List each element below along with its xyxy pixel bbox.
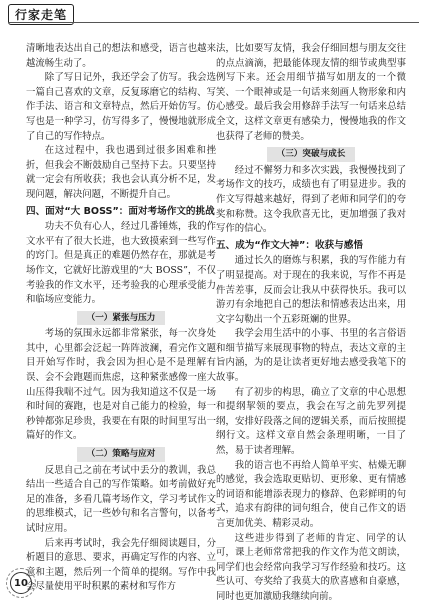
paragraph: 通过长久的磨炼与积累，我的写作能力有了明显提高。对于现在的我来说，写作不再是件苦差事，反而会让我从中获得快乐。我可以游刃有余地把自己的想法和情感表达出来，用文字勾勒出一个五彩斑斓的世界。 — [216, 255, 406, 325]
section-heading: 五、成为“作文大神”：收获与感悟 — [216, 239, 363, 251]
section-heading: 四、面对“大 BOSS”：面对考场作文的挑战 — [26, 205, 215, 217]
paragraph: 这些进步得到了老师的肯定、同学的认可，课上老师常常把我的作文作为范文朗读，同学们也会经常向我学习写作经验和技巧。这些认可、夸奖给了我莫大的欣喜感和自豪感，同时也更加激励我继续向前。 — [216, 532, 406, 602]
paragraph: 有了初步的构思，确立了文章的中心思想和提纲挈领的要点，我会在写之前先罗列提纲，安排好段落之间的逻辑关系，而后按照提纲行文。这样文章自然会条理明晰，一目了然，易于读者理解。 — [216, 386, 406, 457]
subsection-label: （二）策略与应对 — [77, 447, 166, 462]
paragraph: 后来再考试时，我会先仔细阅读题目，分析题目的意思、要求，再确定写作的内容、立意和主题，然后列一个简单的提纲。写作中我会尽量使用平时积累的素材和写作方 — [26, 537, 216, 593]
left-column — [26, 42, 216, 595]
subsection-label: （三）突破与成长 — [267, 147, 356, 162]
right-column — [216, 42, 406, 605]
header-title: 行家走笔 — [8, 4, 74, 25]
paragraph: 除了写日记外，我还学会了仿写。我会选一篇自己喜欢的文章，反复琢磨它的结构、写作手法、语言和文章特点，然后开始仿写。仿写也是一种学习，仿写得多了，慢慢地就形成了自己的写作特点。 — [26, 72, 216, 142]
paragraph: 法，比如要写友情，我会仔细回想与朋友交往的点点滴滴，把最能体现友情的细节或典型事例写下来。还会用细节描写如朋友的一个微笑、一个眼神或是一句话来刻画人物形象和内心感受。最后我会用修辞手法写一句话来总结全文，这样文章更有感染力，慢慢地我的作文也获得了老师的赞美。 — [216, 43, 406, 142]
paragraph: 考场的氛围永远都非常紧张，每一次身处其中，心里都会泛起一阵阵波澜，看完作文题目开始写作时，我会因为担心是不是理解有误、会不会跑题而焦虑，这种紧张感像一座大山压得我喘不过气。因为我知道这不仅是一场和时间的赛跑，也是对自己能力的检验，每一秒钟都弥足珍贵，我要在有限的时间里写出一篇好的作文。 — [26, 328, 216, 442]
paragraph: 清晰地表达出自己的想法和感受，语言也越来越流畅生动了。 — [26, 43, 216, 69]
page-number: 10 — [10, 572, 32, 594]
paragraph: 功夫不负有心人，经过几番锤炼，我的作文水平有了很大长进，也大致摸索到一些写作的窍门。但是真正的难题仍然存在，那就是考场作文，它就好比游戏里的“大 BOSS”，不仅考验我的作文水平，还考验我的心理承受能力和临场应变能力。 — [26, 221, 216, 306]
paragraph: 我的语言也不再给人简单平实、枯燥无聊的感觉，我会选取更贴切、更形象、更有情感的词语和能增添表现力的修辞、色彩鲜明的句式，追求有韵律的词句组合，使自己作文的语言更加优美、精彩灵动。 — [216, 459, 406, 529]
paragraph: 在这过程中，我也遇到过很多困难和挫折，但我会不断鼓励自己坚持下去。只要坚持就一定会有所收获；我也会认真分析不足，发现问题，解决问题，不断提升自己。 — [26, 145, 216, 200]
paragraph: 经过不懈努力和多次实践，我慢慢找到了考场作文的技巧，成绩也有了明显进步。我的作文写得越来越好，得到了老师和同学们的夸奖和称赞。这令我欣喜无比，更加增强了我对写作的信心。 — [216, 164, 406, 235]
paragraph: 我学会用生活中的小事、书里的名言俗语和细节描写来展现事物的特点，表达文章的主旨内涵，为的是让读者更好地去感受我笔下的故事。 — [216, 328, 406, 384]
paragraph: 反思自己之前在考试中丢分的教训，我总结出一些适合自己的写作策略。如考前做好充足的准备，多看几篇考场作文，学习考试作文的思维模式，记一些妙句和名言警句，以备考试时应用。 — [26, 464, 216, 534]
subsection-label: （一）紧张与压力 — [77, 311, 166, 326]
header-divider — [8, 22, 419, 23]
subsection-heading — [216, 147, 406, 162]
subsection-heading — [26, 311, 216, 326]
subsection-heading — [26, 447, 216, 462]
